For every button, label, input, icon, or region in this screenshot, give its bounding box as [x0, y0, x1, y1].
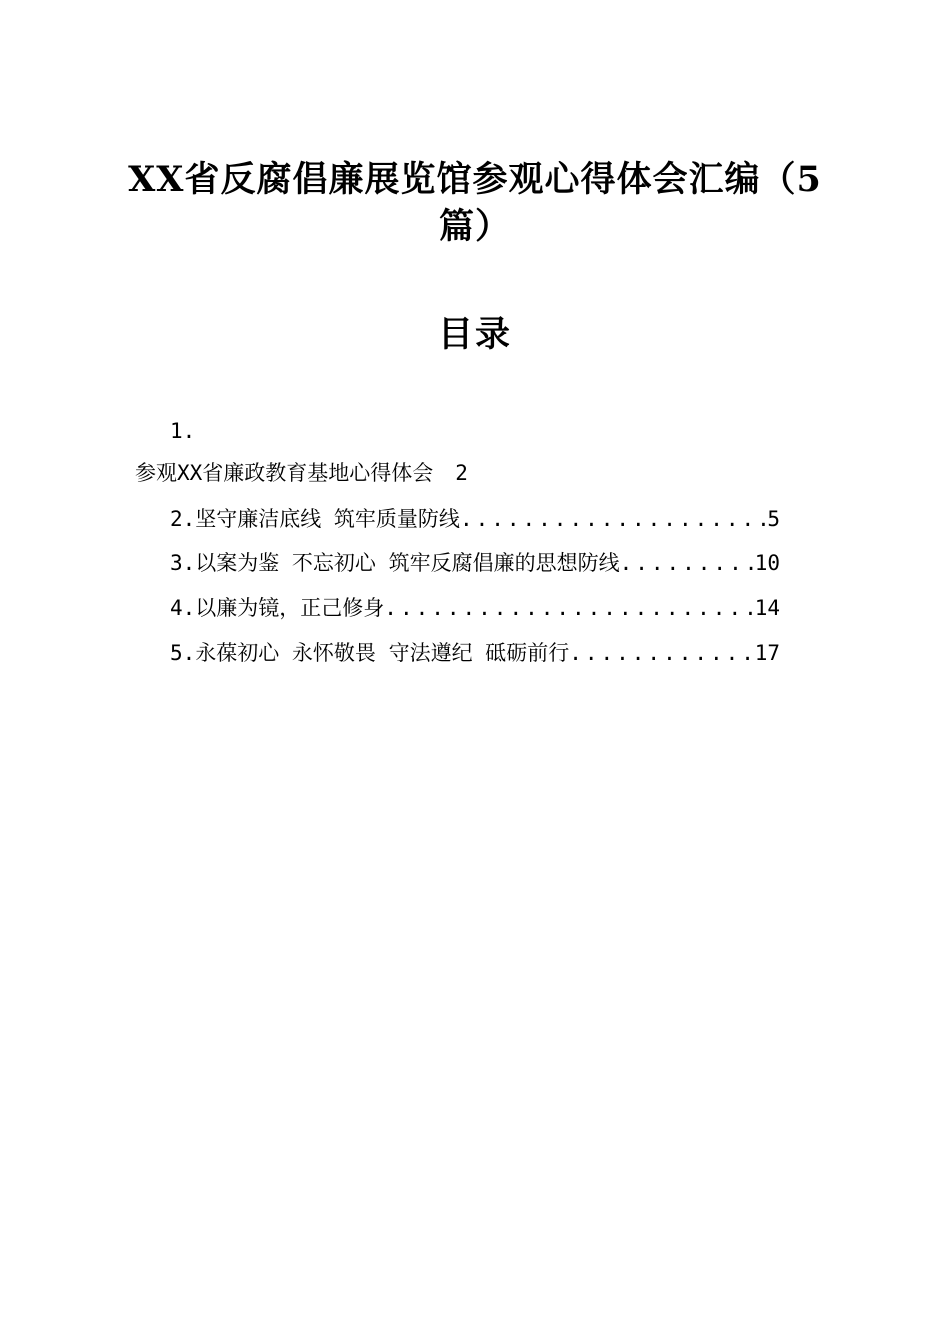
toc-entry-1-page: 2 — [455, 461, 468, 485]
toc-entry-4-leader — [384, 593, 754, 623]
toc-entry-2-label: 2.坚守廉洁底线 筑牢质量防线 — [170, 507, 460, 531]
toc-entry-2-page: 5 — [767, 507, 780, 531]
toc-entry-5-label: 5.永葆初心 永怀敬畏 守法遵纪 砥砺前行 — [170, 641, 570, 665]
toc-entry-4-label: 4.以廉为镜，正己修身 — [170, 596, 385, 620]
toc-entry-5[interactable] — [170, 638, 780, 668]
document-title-line2: 篇） — [438, 206, 511, 247]
toc-entry-1[interactable] — [135, 458, 468, 488]
toc-entry-5-page: 17 — [754, 641, 780, 665]
toc-entry-5-leader — [569, 638, 754, 668]
toc-heading: 目录 — [437, 314, 512, 355]
document-title — [125, 156, 825, 250]
toc-entry-3-leader — [620, 548, 755, 578]
toc-entry-3-page: 10 — [754, 551, 780, 575]
toc-entry-4-page: 14 — [754, 596, 780, 620]
toc-entry-2-leader — [460, 504, 767, 534]
toc-entry-4[interactable] — [170, 593, 780, 623]
toc-entry-3[interactable] — [170, 548, 780, 578]
toc-entry-1-label: 参观XX省廉政教育基地心得体会 — [135, 461, 434, 485]
toc-entry-3-label: 3.以案为鉴 不忘初心 筑牢反腐倡廉的思想防线 — [170, 551, 620, 575]
toc-entry-2[interactable] — [170, 504, 780, 534]
toc-entry-1-number[interactable]: 1. — [170, 419, 196, 443]
document-title-line1: XX省反腐倡廉展览馆参观心得体会汇编（5 — [128, 159, 822, 200]
